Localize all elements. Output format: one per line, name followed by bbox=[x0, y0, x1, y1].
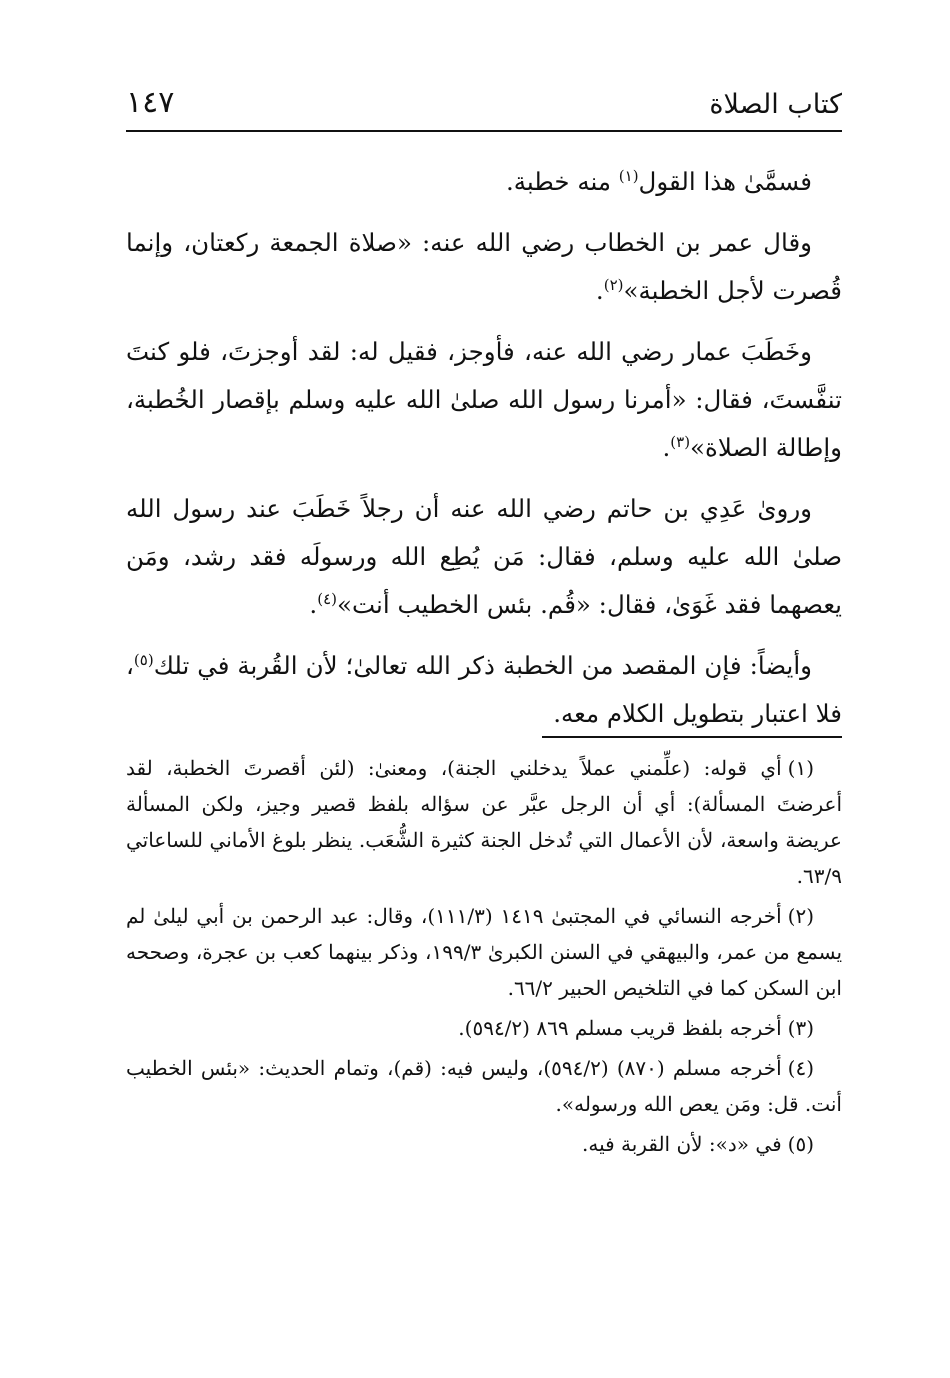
page-number: ١٤٧ bbox=[126, 85, 175, 120]
footnote-number: (٣) bbox=[787, 1016, 814, 1040]
paragraph-text: . bbox=[595, 276, 604, 305]
footnote-separator bbox=[542, 736, 842, 738]
paragraph-text: . bbox=[309, 590, 318, 619]
paragraph-text: فسمَّىٰ هذا القول bbox=[638, 167, 812, 196]
footnotes bbox=[126, 750, 842, 1166]
footnote-number: (٤) bbox=[787, 1056, 815, 1080]
header-rule bbox=[126, 130, 842, 132]
footnote-number: (١) bbox=[787, 756, 814, 780]
main-text bbox=[126, 158, 842, 751]
footnote-number: (٥) bbox=[787, 1132, 814, 1156]
footnote bbox=[126, 1010, 842, 1046]
body-paragraph bbox=[126, 328, 842, 472]
paragraph-text: وأيضاً: فإن المقصد من الخطبة ذكر الله تعالىٰ؛ لأن القُربة في تلك bbox=[153, 651, 812, 680]
paragraph-text: منه خطبة. bbox=[505, 167, 619, 196]
footnote bbox=[126, 898, 842, 1006]
paragraph-text: وروىٰ عَدِي بن حاتم رضي الله عنه أن رجلاً خَطَبَ عند رسول الله صلىٰ الله عليه وسلم، فقال: مَن يُطِع الله ورسولَه فقد رشد، ومَن يعصهما فقد غَوَىٰ، فقال: «قُم. بئس الخطيب أنت» bbox=[126, 494, 842, 619]
paragraph-text: وقال عمر بن الخطاب رضي الله عنه: «صلاة الجمعة ركعتان، وإنما قُصرت لأجل الخطبة» bbox=[126, 228, 842, 305]
footnote-reference: (٤) bbox=[317, 590, 337, 608]
footnote-reference: (٣) bbox=[670, 433, 691, 451]
footnote-reference: (٢) bbox=[603, 276, 624, 294]
paragraph-text: وخَطَبَ عمار رضي الله عنه، فأوجز، فقيل له: لقد أوجزتَ، فلو كنتَ تنفَّستَ، فقال: «أمرنا رسول الله صلىٰ الله عليه وسلم بإقصار الخُطبة، وإطالة الصلاة» bbox=[126, 337, 842, 462]
footnote-reference: (١) bbox=[618, 167, 639, 185]
footnote bbox=[126, 1050, 842, 1122]
book-title: كتاب الصلاة bbox=[709, 89, 842, 120]
footnote-text: أي قوله: (علِّمني عملاً يدخلني الجنة)، ومعنىٰ: (لئن أقصرتَ الخطبة، لقد أعرضتَ المسألة): أي أن الرجل عبَّر عن سؤاله بلفظ قصير وجيز، ولكن المسألة عريضة واسعة، لأن الأعمال التي تُدخل الجنة كثيرة الشُّعَب. ينظر بلوغ الأماني للساعاتي ٦٣/٩. bbox=[126, 756, 842, 888]
body-paragraph bbox=[126, 158, 842, 206]
footnote-text: أخرجه مسلم (٨٧٠) (٥٩٤/٢)، وليس فيه: (قم)، وتمام الحديث: «بئس الخطيب أنت. قل: ومَن يعص الله ورسوله». bbox=[126, 1056, 842, 1116]
body-paragraph bbox=[126, 642, 842, 738]
footnote bbox=[126, 750, 842, 894]
footnote-number: (٢) bbox=[787, 904, 814, 928]
footnote-text: أخرجه النسائي في المجتبىٰ ١٤١٩ (١١١/٣)، وقال: عبد الرحمن بن أبي ليلىٰ لم يسمع من عمر، والبيهقي في السنن الكبرىٰ ١٩٩/٣، وذكر بينهما كعب بن عجرة، وصححه ابن السكن كما في التلخيص الحبير ٦٦/٢. bbox=[126, 904, 843, 1000]
footnote-reference: (٥) bbox=[133, 651, 154, 669]
footnote-text: أخرجه بلفظ قريب مسلم ٨٦٩ (٥٩٤/٢). bbox=[458, 1016, 782, 1040]
running-head bbox=[126, 80, 842, 128]
footnote bbox=[126, 1126, 842, 1162]
footnote-text: في «د»: لأن القربة فيه. bbox=[581, 1132, 782, 1156]
body-paragraph bbox=[126, 485, 842, 629]
paragraph-text: . bbox=[662, 433, 671, 462]
paragraph-text: ، فلا اعتبار بتطويل الكلام معه. bbox=[126, 651, 842, 728]
body-paragraph bbox=[126, 219, 842, 315]
